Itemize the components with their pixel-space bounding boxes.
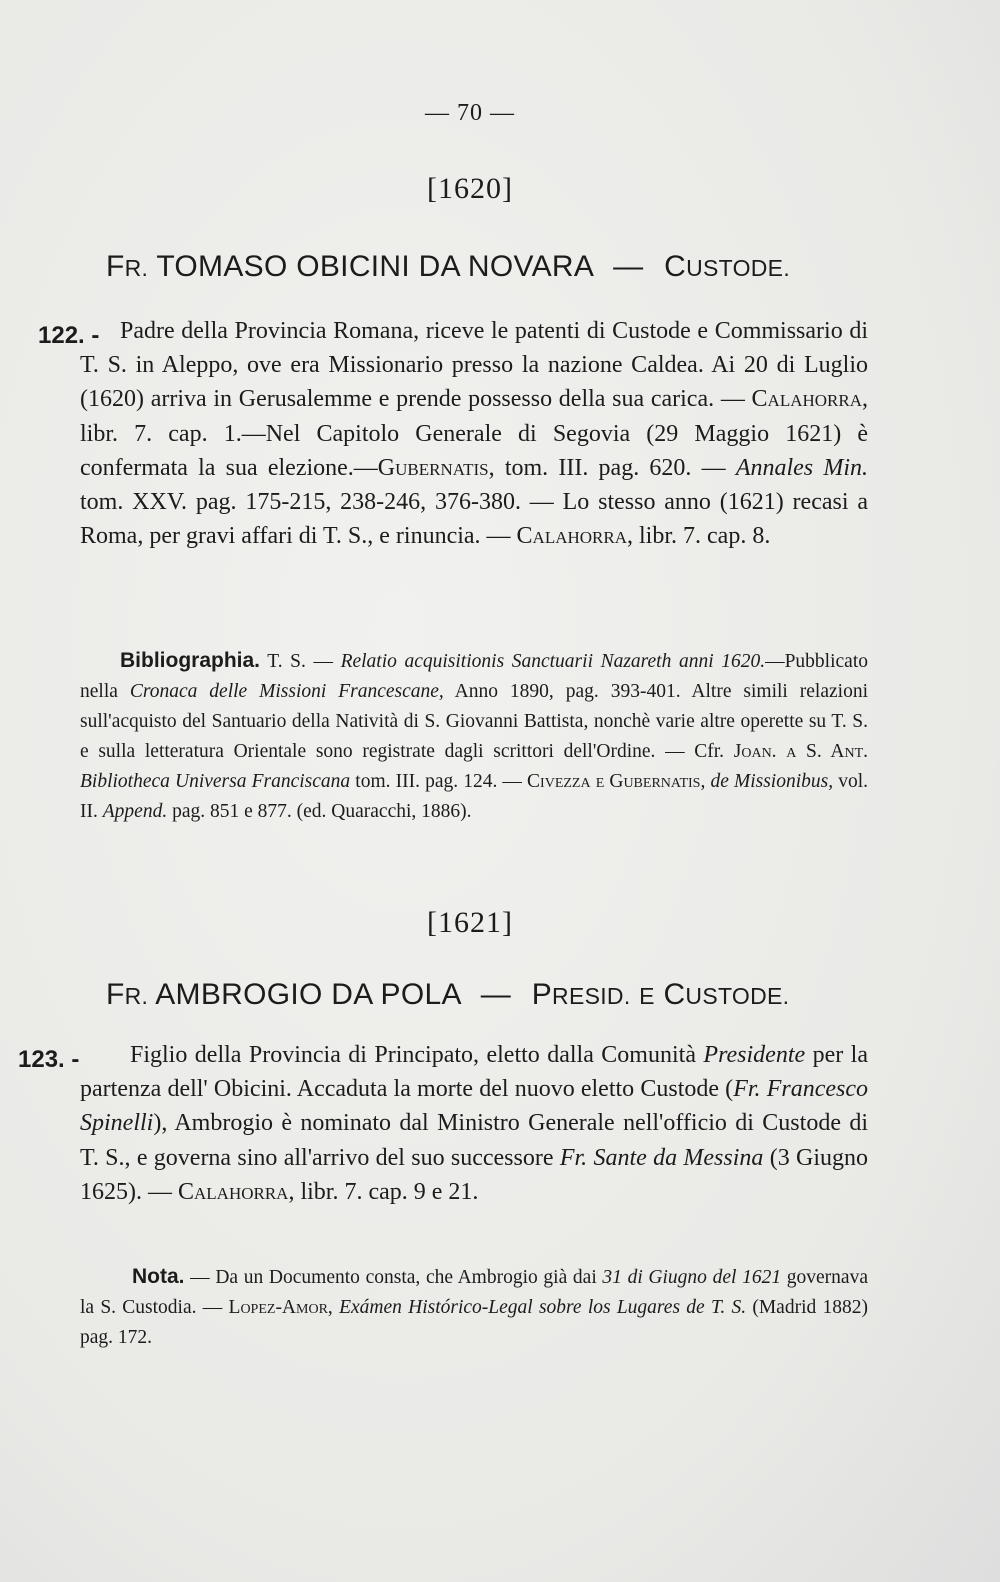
body-text: Padre della Provincia Romana, riceve le patenti di Custode e Commissario di T. S. in Aleppo, ove era Missionario presso la nazione Caldea. Ai 20 di Luglio (1620) arriva in Gerusalemme e prende possesso della sua carica. — bbox=[80, 318, 868, 413]
biblio-text: Anno 1890, pag. 393-401. Altre simili relazioni sull'acquisto del Santuario della Natività di S. Giovanni Battista, nonchè varie altre operette su T. S. e sulla letteratura Orientale sono registrate dagli scrittori dell'Ordine. — Cfr. bbox=[80, 681, 868, 762]
body-text: (3 Giugno 1625). — bbox=[80, 1144, 869, 1205]
citation-calahorra: Calahorra bbox=[751, 386, 862, 413]
body-italic: Fr. Sante da Messina bbox=[559, 1144, 764, 1171]
nota-text: (Madrid 1882) pag. 172. bbox=[80, 1297, 868, 1348]
year-heading-1621: [1621] bbox=[427, 906, 513, 939]
bibliography-122 bbox=[80, 646, 868, 827]
page-number: — 70 — bbox=[425, 100, 515, 126]
body-text: , libr. 7. cap. 1.—Nel Capitolo Generale di Segovia (29 Maggio 1621) è confermata la sua elezione.— bbox=[80, 386, 868, 481]
nota-italic: 31 di Giugno del 1621 bbox=[602, 1267, 782, 1288]
biblio-text: pag. 851 e 877. (ed. Quaracchi, 1886). bbox=[167, 801, 472, 822]
year-heading-1620: [1620] bbox=[427, 172, 513, 205]
biblio-author: Civezza e Gubernatis bbox=[527, 771, 701, 792]
nota-text: — Da un Documento consta, che Ambrogio già dai bbox=[184, 1267, 603, 1288]
heading-prefix-cap: F bbox=[106, 250, 125, 283]
entry-body-123 bbox=[80, 1038, 868, 1209]
entry-number-123: 123. - bbox=[18, 1046, 80, 1073]
heading-prefix-rest: R. bbox=[124, 983, 149, 1009]
body-text: , tom. III. pag. 620. — bbox=[488, 454, 736, 481]
nota-label: Nota. bbox=[132, 1265, 185, 1288]
nota-author: Lopez-Amor, bbox=[228, 1297, 333, 1318]
body-italic: Fr. Francesco Spinelli bbox=[80, 1076, 868, 1137]
heading-dash: — bbox=[480, 978, 512, 1011]
heading-prefix-cap: F bbox=[106, 978, 125, 1011]
citation-calahorra: Calahorra bbox=[516, 523, 628, 550]
nota-123 bbox=[80, 1262, 868, 1353]
heading-prefix-rest: R. bbox=[124, 255, 149, 281]
citation-gubernatis: Gubernatis bbox=[377, 454, 489, 481]
biblio-text: —Pubblicato nella bbox=[80, 651, 868, 702]
entry-heading-obicini bbox=[106, 250, 866, 284]
biblio-author: Joan. a S. Ant. bbox=[733, 741, 869, 762]
biblio-title: Bibliotheca Universa Franciscana bbox=[80, 771, 351, 792]
heading-role-rest: RESID. bbox=[552, 983, 631, 1009]
biblio-text: vol. II. bbox=[80, 771, 868, 822]
nota-text: governava la S. Custodia. — bbox=[80, 1267, 868, 1318]
heading-role-rest: USTODE. bbox=[686, 255, 791, 281]
citation-annales: Annales Min. bbox=[735, 454, 869, 481]
body-italic: Presidente bbox=[703, 1042, 806, 1068]
heading-role-rest: USTODE. bbox=[685, 983, 790, 1009]
biblio-text: , bbox=[700, 771, 711, 792]
nota-title: Exámen Histórico-Legal sobre los Lugares de T. S. bbox=[339, 1297, 747, 1318]
heading-role-conj: E bbox=[639, 983, 655, 1009]
entry-body-122 bbox=[80, 314, 868, 553]
heading-dash: — bbox=[613, 250, 644, 283]
body-text: , libr. 7. cap. 8. bbox=[627, 523, 771, 550]
biblio-title: de Missionibus, bbox=[710, 771, 834, 792]
heading-name: AMBROGIO DA POLA bbox=[155, 978, 461, 1011]
biblio-text: tom. III. pag. 124. — bbox=[350, 771, 528, 792]
heading-role-cap: C bbox=[663, 978, 686, 1011]
bibliography-label: Bibliographia. bbox=[120, 649, 261, 672]
heading-name: TOMASO OBICINI DA NOVARA bbox=[156, 250, 593, 283]
biblio-text: T. S. — bbox=[260, 651, 341, 672]
entry-number-122: 122. - bbox=[38, 322, 100, 349]
biblio-title: Append. bbox=[102, 801, 168, 822]
biblio-title: Relatio acquisitionis Sanctuarii Nazareth anni 1620. bbox=[340, 651, 766, 672]
citation-calahorra: Calahorra bbox=[178, 1178, 289, 1205]
heading-role-cap: P bbox=[531, 978, 553, 1011]
body-text: per la partenza dell' Obicini. Accaduta la morte del nuovo eletto Custode ( bbox=[80, 1042, 868, 1103]
body-text: , libr. 7. cap. 9 e 21. bbox=[288, 1178, 479, 1205]
entry-heading-ambrogio bbox=[106, 978, 866, 1012]
biblio-title: Cronaca delle Missioni Francescane, bbox=[129, 681, 444, 702]
body-text: ), Ambrogio è nominato dal Ministro Generale nell'officio di Custode di T. S., e governa sino all'arrivo del suo successore bbox=[80, 1110, 868, 1171]
body-text: Figlio della Provincia di Principato, eletto dalla Comunità bbox=[130, 1042, 704, 1068]
body-text: tom. XXV. pag. 175-215, 238-246, 376-380. — Lo stesso anno (1621) recasi a Roma, per gravi affari di T. S., e rinuncia. — bbox=[80, 489, 868, 550]
heading-role-cap: C bbox=[664, 250, 687, 283]
